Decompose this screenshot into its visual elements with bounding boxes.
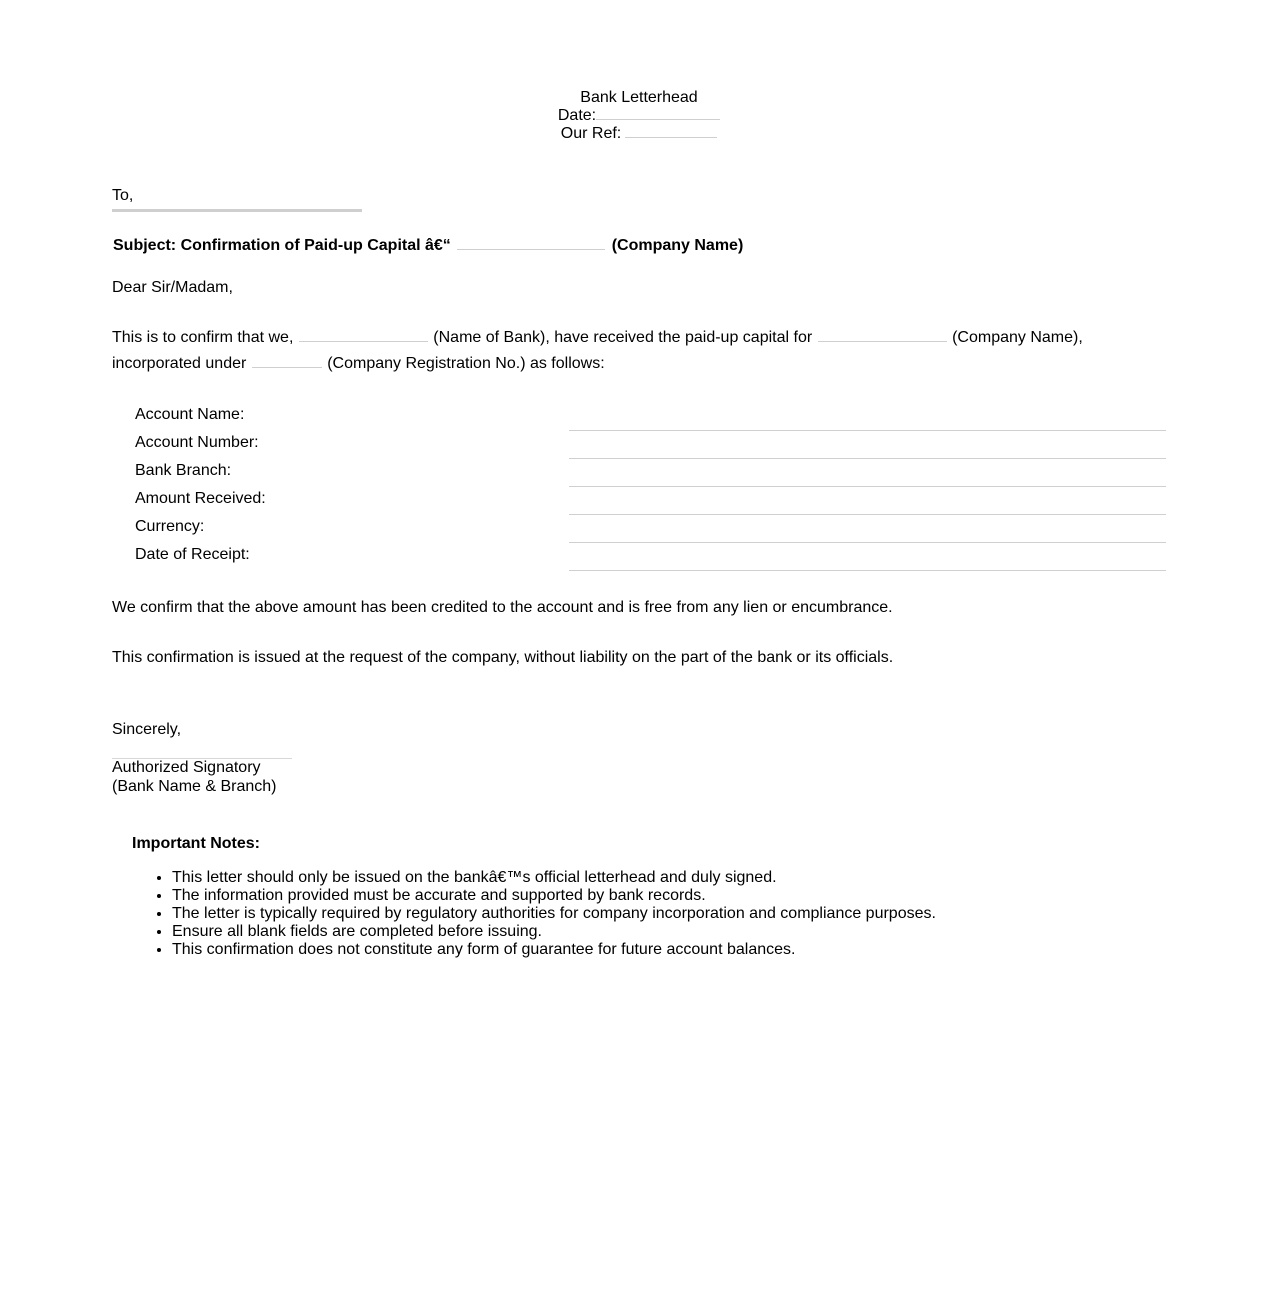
list-item: • This confirmation does not constitute any form of guarantee for future account balances.: [172, 941, 936, 959]
list-item: • Ensure all blank fields are completed before issuing.: [172, 923, 936, 941]
letterhead-title: Bank Letterhead: [580, 89, 698, 106]
notes-list: [132, 869, 936, 959]
date-row: [0, 107, 1278, 125]
intro-text-3: (Company Name),: [952, 329, 1083, 346]
field-line-currency: [569, 542, 1166, 543]
intro-text-1: This is to confirm that we,: [112, 329, 294, 346]
field-line-account-name: [569, 430, 1166, 431]
list-item: • The information provided must be accurate and supported by bank records.: [172, 887, 936, 905]
field-label-currency: Currency:: [135, 518, 205, 535]
intro-text-4: incorporated under: [112, 355, 247, 372]
signatory-label: Authorized Signatory: [112, 759, 261, 776]
ref-label: Our Ref:: [560, 125, 622, 142]
bank-name-blank: [299, 329, 428, 342]
to-label: To,: [112, 187, 134, 204]
field-line-bank-branch: [569, 486, 1166, 487]
field-label-amount-received: Amount Received:: [135, 490, 266, 507]
date-blank: [596, 107, 720, 120]
company-name-blank-2: [818, 329, 947, 342]
subject-line: [113, 237, 743, 255]
field-label-account-number: Account Number:: [135, 434, 259, 451]
intro-text-2: (Name of Bank), have received the paid-up capital for: [433, 329, 813, 346]
company-name-blank: [457, 237, 605, 250]
liability-paragraph: This confirmation is issued at the request of the company, without liability on the part of the bank or its officials.: [112, 649, 894, 666]
field-label-account-name: Account Name:: [135, 406, 245, 423]
intro-text-5: (Company Registration No.) as follows:: [327, 355, 605, 372]
bank-branch-label: (Bank Name & Branch): [112, 778, 277, 795]
date-label: Date:: [557, 107, 597, 124]
intro-line-2: [112, 355, 605, 373]
letterhead-header: [0, 89, 1278, 143]
list-item: • This letter should only be issued on the bankâ€™s official letterhead and duly signed.: [172, 869, 936, 887]
subject-suffix: (Company Name): [611, 237, 744, 254]
field-line-amount-received: [569, 514, 1166, 515]
closing-sincerely: Sincerely,: [112, 721, 182, 738]
confirm-paragraph: We confirm that the above amount has been credited to the account and is free from any lien or encumbrance.: [112, 599, 893, 616]
field-line-account-number: [569, 458, 1166, 459]
intro-line-1: [112, 329, 1083, 347]
ref-row: [0, 125, 1278, 143]
field-label-date-of-receipt: Date of Receipt:: [135, 546, 250, 563]
salutation: Dear Sir/Madam,: [112, 279, 233, 296]
field-label-bank-branch: Bank Branch:: [135, 462, 232, 479]
field-line-date-of-receipt: [569, 570, 1166, 571]
recipient-line: [112, 209, 362, 212]
registration-no-blank: [252, 355, 322, 368]
list-item: • The letter is typically required by regulatory authorities for company incorporation and compliance purposes.: [172, 905, 936, 923]
notes-title: Important Notes:: [132, 835, 260, 852]
subject-prefix: Subject: Confirmation of Paid-up Capital â€“: [113, 237, 451, 254]
ref-blank: [625, 125, 717, 138]
